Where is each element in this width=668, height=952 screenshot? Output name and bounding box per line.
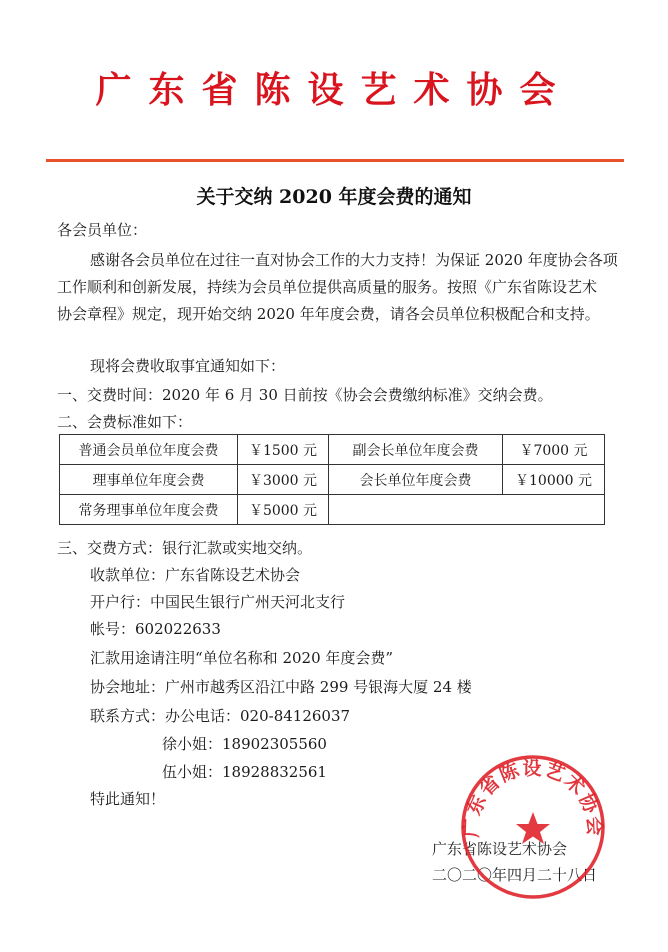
table-row (60, 435, 605, 465)
item-payment-method: 三、交费方式：银行汇款或实地交纳。 (57, 539, 313, 557)
table-cell-empty (329, 495, 605, 525)
paragraph-line-2: 工作顺利和创新发展，持续为会员单位提供高质量的服务。按照《广东省陈设艺术 (57, 278, 598, 296)
intro-line: 现将会费收取事宜通知如下： (90, 357, 286, 375)
header-divider (46, 159, 624, 162)
contact-line-3: 伍小姐：18928832561 (162, 763, 327, 781)
table-cell: ￥7000 元 (503, 435, 605, 465)
fee-table (59, 434, 605, 525)
table-cell: 普通会员单位年度会费 (60, 435, 238, 465)
paragraph-line-1: 感谢各会员单位在过往一直对协会工作的大力支持！为保证 2020 年度协会各项 (90, 251, 618, 269)
notice-title: 关于交纳 2020 年度会费的通知 (196, 186, 472, 208)
table-row (60, 465, 605, 495)
remark-line: 汇款用途请注明“单位名称和 2020 年度会费” (90, 649, 394, 667)
account-line: 帐号：602022633 (90, 620, 221, 638)
paragraph-line-3: 协会章程》规定，现开始交纳 2020 年年度会费，请各会员单位积极配合和支持。 (57, 305, 600, 323)
address-line: 协会地址：广州市越秀区沿江中路 299 号银海大厦 24 楼 (90, 678, 472, 696)
star-icon (516, 812, 550, 844)
item-fee-standard: 二、会费标准如下： (57, 413, 193, 431)
contact-line-1: 联系方式：办公电话：020-84126037 (90, 707, 351, 725)
item-payment-time: 一、交费时间：2020 年 6 月 30 日前按《协会会费缴纳标准》交纳会费。 (57, 386, 553, 404)
official-seal (458, 752, 608, 902)
table-cell: ￥3000 元 (238, 465, 329, 495)
table-cell: ￥1500 元 (238, 435, 329, 465)
table-row (60, 495, 605, 525)
contact-line-2: 徐小姐：18902305560 (162, 735, 327, 753)
payee-line: 收款单位：广东省陈设艺术协会 (90, 566, 301, 584)
table-cell: 常务理事单位年度会费 (60, 495, 238, 525)
signature-date: 二〇二〇年四月二十八日 (432, 866, 598, 884)
table-cell: 理事单位年度会费 (60, 465, 238, 495)
table-cell: ￥10000 元 (503, 465, 605, 495)
signature-org: 广东省陈设艺术协会 (432, 840, 568, 858)
table-cell: 会长单位年度会费 (329, 465, 503, 495)
seal-text: 广东省陈设艺术协会 (460, 757, 606, 838)
bank-line: 开户行：中国民生银行广州天河北支行 (90, 593, 346, 611)
closing-line: 特此通知！ (90, 790, 166, 808)
salutation: 各会员单位： (57, 221, 148, 239)
table-cell: 副会长单位年度会费 (329, 435, 503, 465)
org-title: 广东省陈设艺术协会 (95, 70, 573, 111)
table-cell: ￥5000 元 (238, 495, 329, 525)
